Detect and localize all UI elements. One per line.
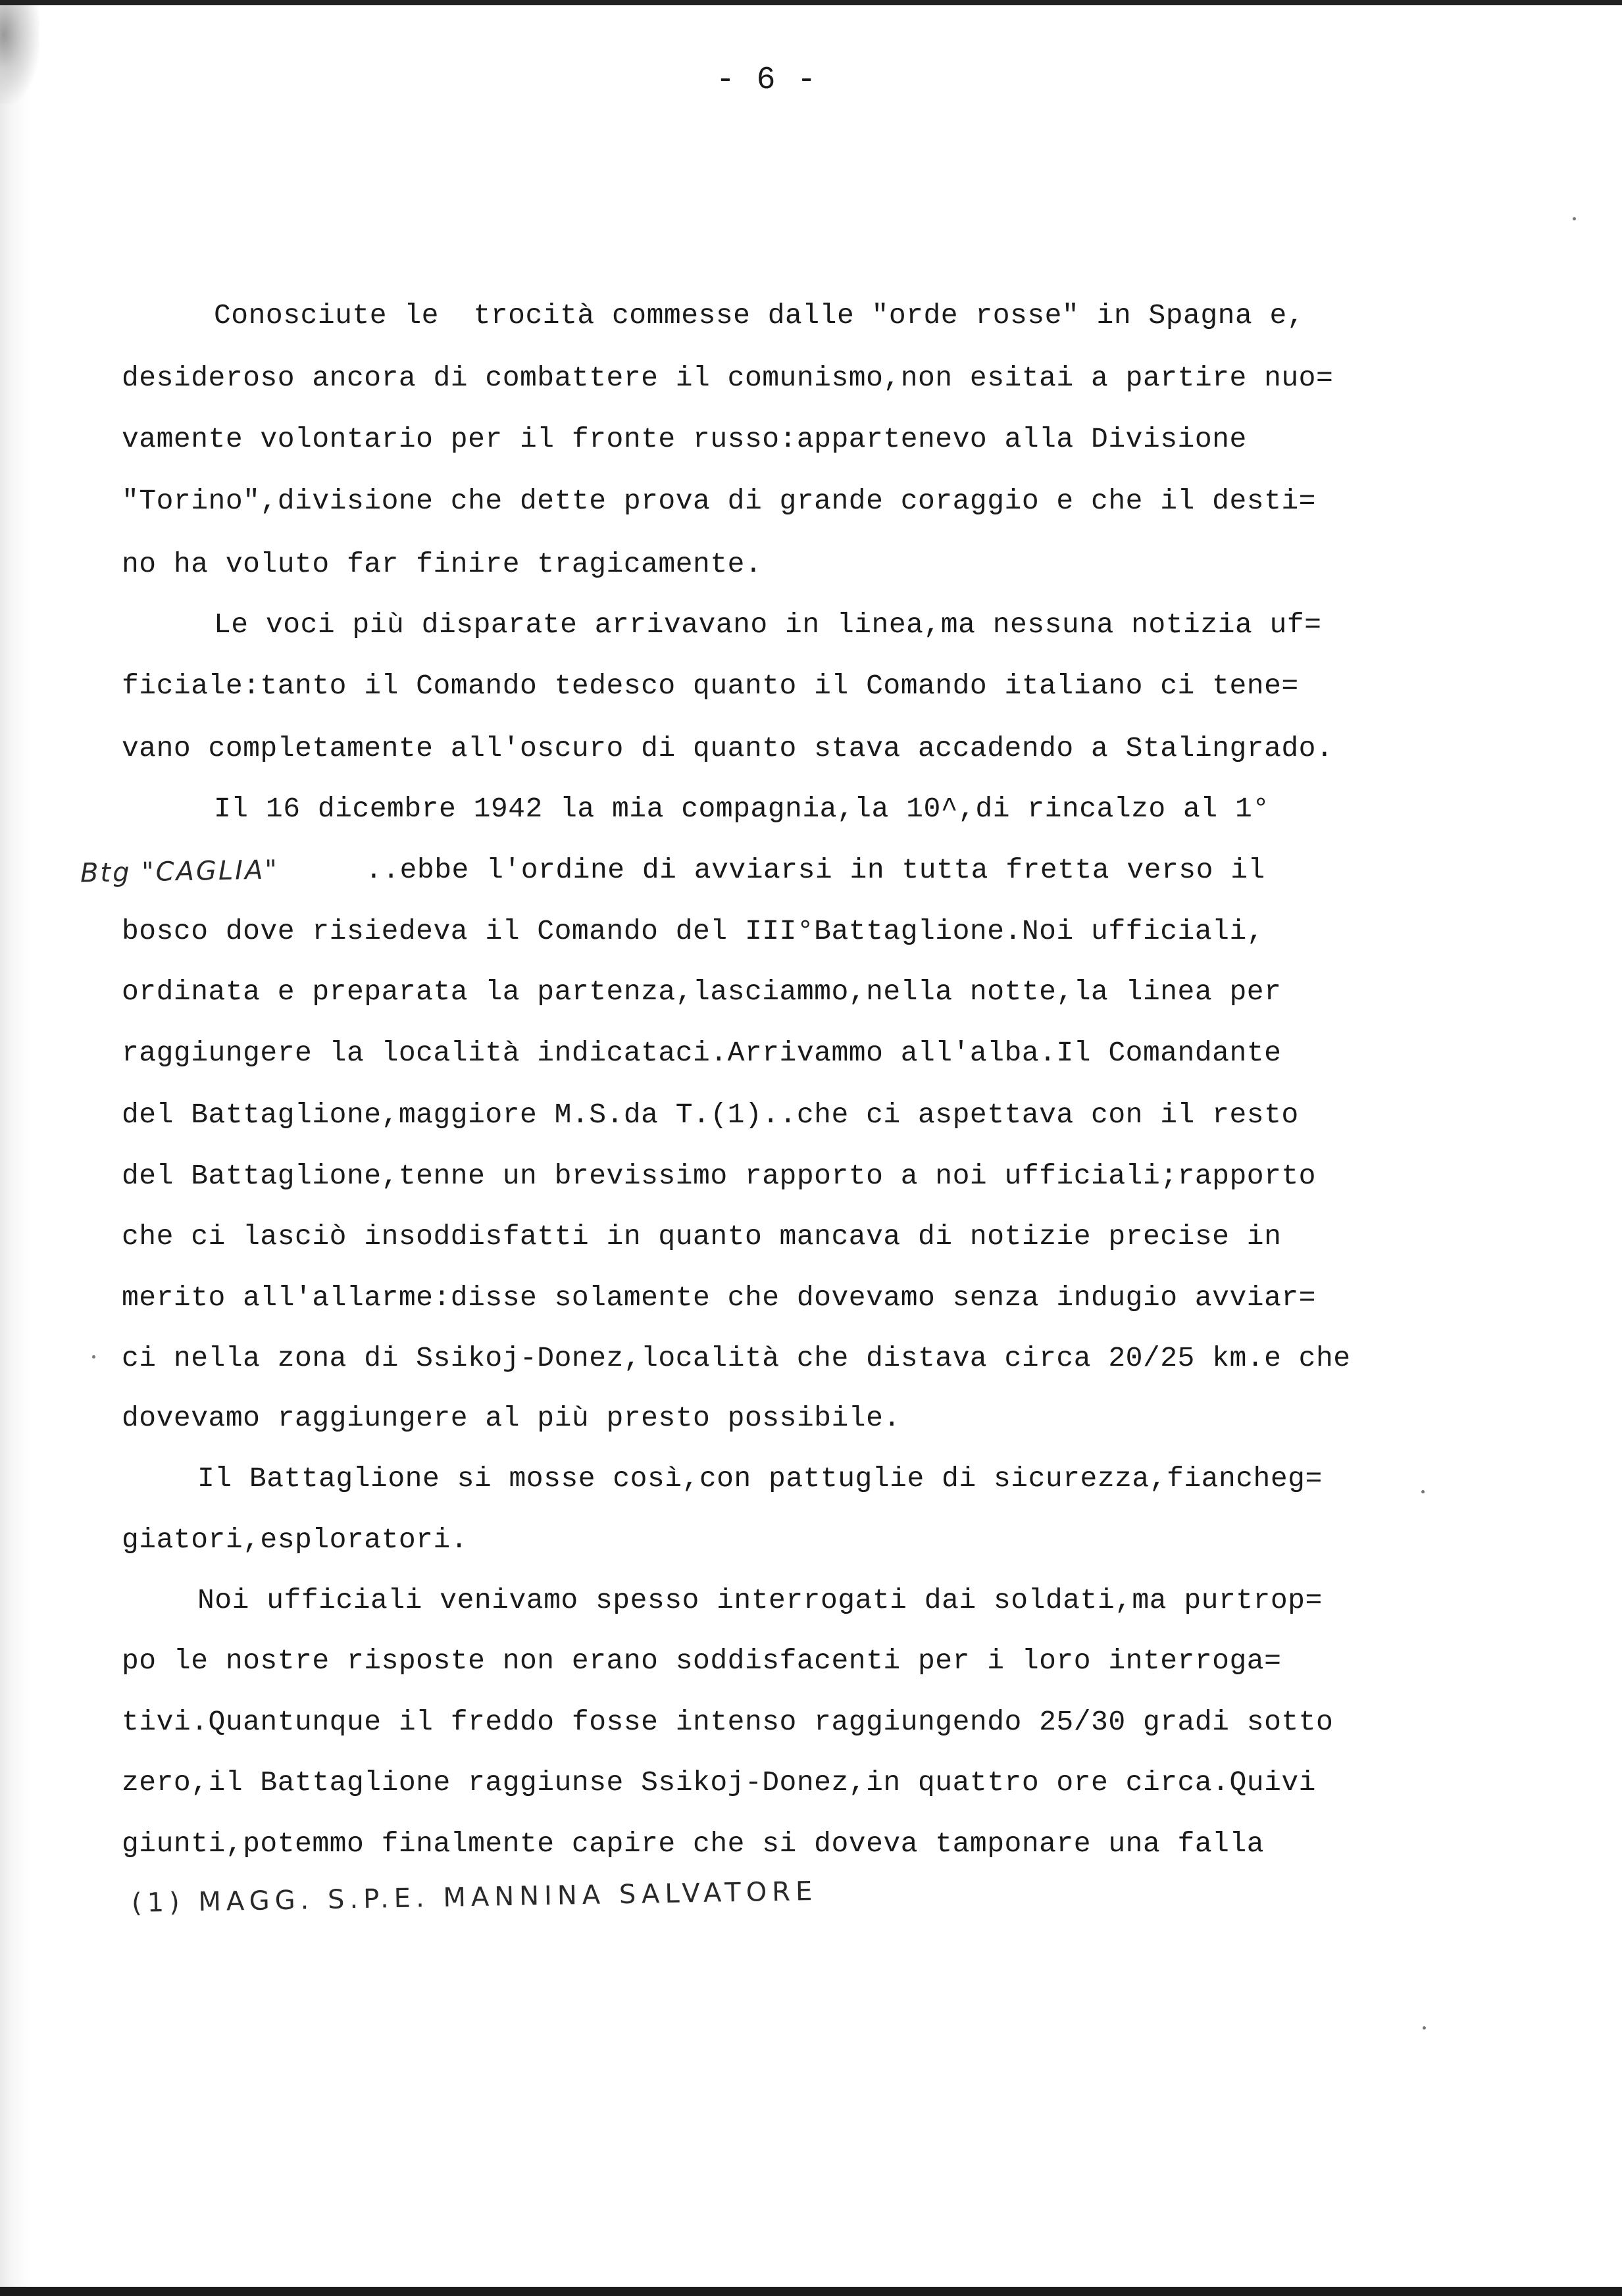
body-line: ficiale:tanto il Comando tedesco quanto il Comando italiano ci tene= (122, 670, 1299, 702)
body-line: del Battaglione,maggiore M.S.da T.(1)..che ci aspettava con il resto (122, 1099, 1299, 1131)
body-line: ..ebbe l'ordine di avviarsi in tutta fretta verso il (365, 854, 1265, 886)
body-line: Noi ufficiali venivamo spesso interrogati dai soldati,ma purtrop= (197, 1584, 1323, 1616)
paper-speck (1421, 1490, 1425, 1493)
scan-top-edge (0, 0, 1622, 5)
body-line: Conosciute le trocità commesse dalle "orde rosse" in Spagna e, (214, 299, 1305, 332)
body-line: ordinata e preparata la partenza,lasciammo,nella notte,la linea per (122, 976, 1282, 1008)
scan-left-edge (0, 0, 32, 2296)
paper-speck (92, 1355, 95, 1359)
paper-speck (1573, 217, 1576, 220)
body-line: po le nostre risposte non erano soddisfacenti per i loro interroga= (122, 1645, 1282, 1677)
body-line: merito all'allarme:disse solamente che dovevamo senza indugio avviar= (122, 1282, 1316, 1314)
body-line: del Battaglione,tenne un brevissimo rapporto a noi ufficiali;rapporto (122, 1160, 1316, 1192)
page-number: - 6 - (715, 62, 818, 98)
body-line: desideroso ancora di combattere il comunismo,non esitai a partire nuo= (122, 362, 1334, 394)
body-line: dovevamo raggiungere al più presto possibile. (122, 1402, 901, 1434)
body-line: vano completamente all'oscuro di quanto stava accadendo a Stalingrado. (122, 732, 1334, 764)
handwritten-margin-note: Btg "CAGLIA" (80, 855, 280, 889)
scan-corner-smudge (0, 5, 39, 104)
body-line: Le voci più disparate arrivavano in linea,ma nessuna notizia uf= (214, 609, 1322, 641)
body-line: raggiungere la località indicataci.Arrivammo all'alba.Il Comandante (122, 1037, 1282, 1069)
body-line: che ci lasciò insoddisfatti in quanto mancava di notizie precise in (122, 1220, 1282, 1253)
body-line: ci nella zona di Ssikoj-Donez,località che distava circa 20/25 km.e che (122, 1342, 1351, 1374)
handwritten-footnote: (1) MAGG. S.P.E. MANNINA SALVATORE (131, 1876, 818, 1919)
scan-bottom-edge (0, 2287, 1622, 2296)
body-line: giatori,esploratori. (122, 1524, 469, 1556)
body-line: bosco dove risiedeva il Comando del III°Battaglione.Noi ufficiali, (122, 915, 1265, 947)
body-line: Il Battaglione si mosse così,con pattuglie di sicurezza,fiancheg= (197, 1462, 1323, 1495)
body-line: giunti,potemmo finalmente capire che si doveva tamponare una falla (122, 1828, 1265, 1860)
body-line: "Torino",divisione che dette prova di grande coraggio e che il desti= (122, 485, 1316, 517)
body-line: zero,il Battaglione raggiunse Ssikoj-Donez,in quattro ore circa.Quivi (122, 1766, 1316, 1799)
paper-speck (1423, 2026, 1426, 2030)
body-line: vamente volontario per il fronte russo:appartenevo alla Divisione (122, 423, 1247, 455)
body-line: tivi.Quantunque il freddo fosse intenso raggiungendo 25/30 gradi sotto (122, 1706, 1334, 1738)
body-line: no ha voluto far finire tragicamente. (122, 548, 763, 580)
body-line: Il 16 dicembre 1942 la mia compagnia,la 10^,di rincalzo al 1° (214, 793, 1270, 825)
